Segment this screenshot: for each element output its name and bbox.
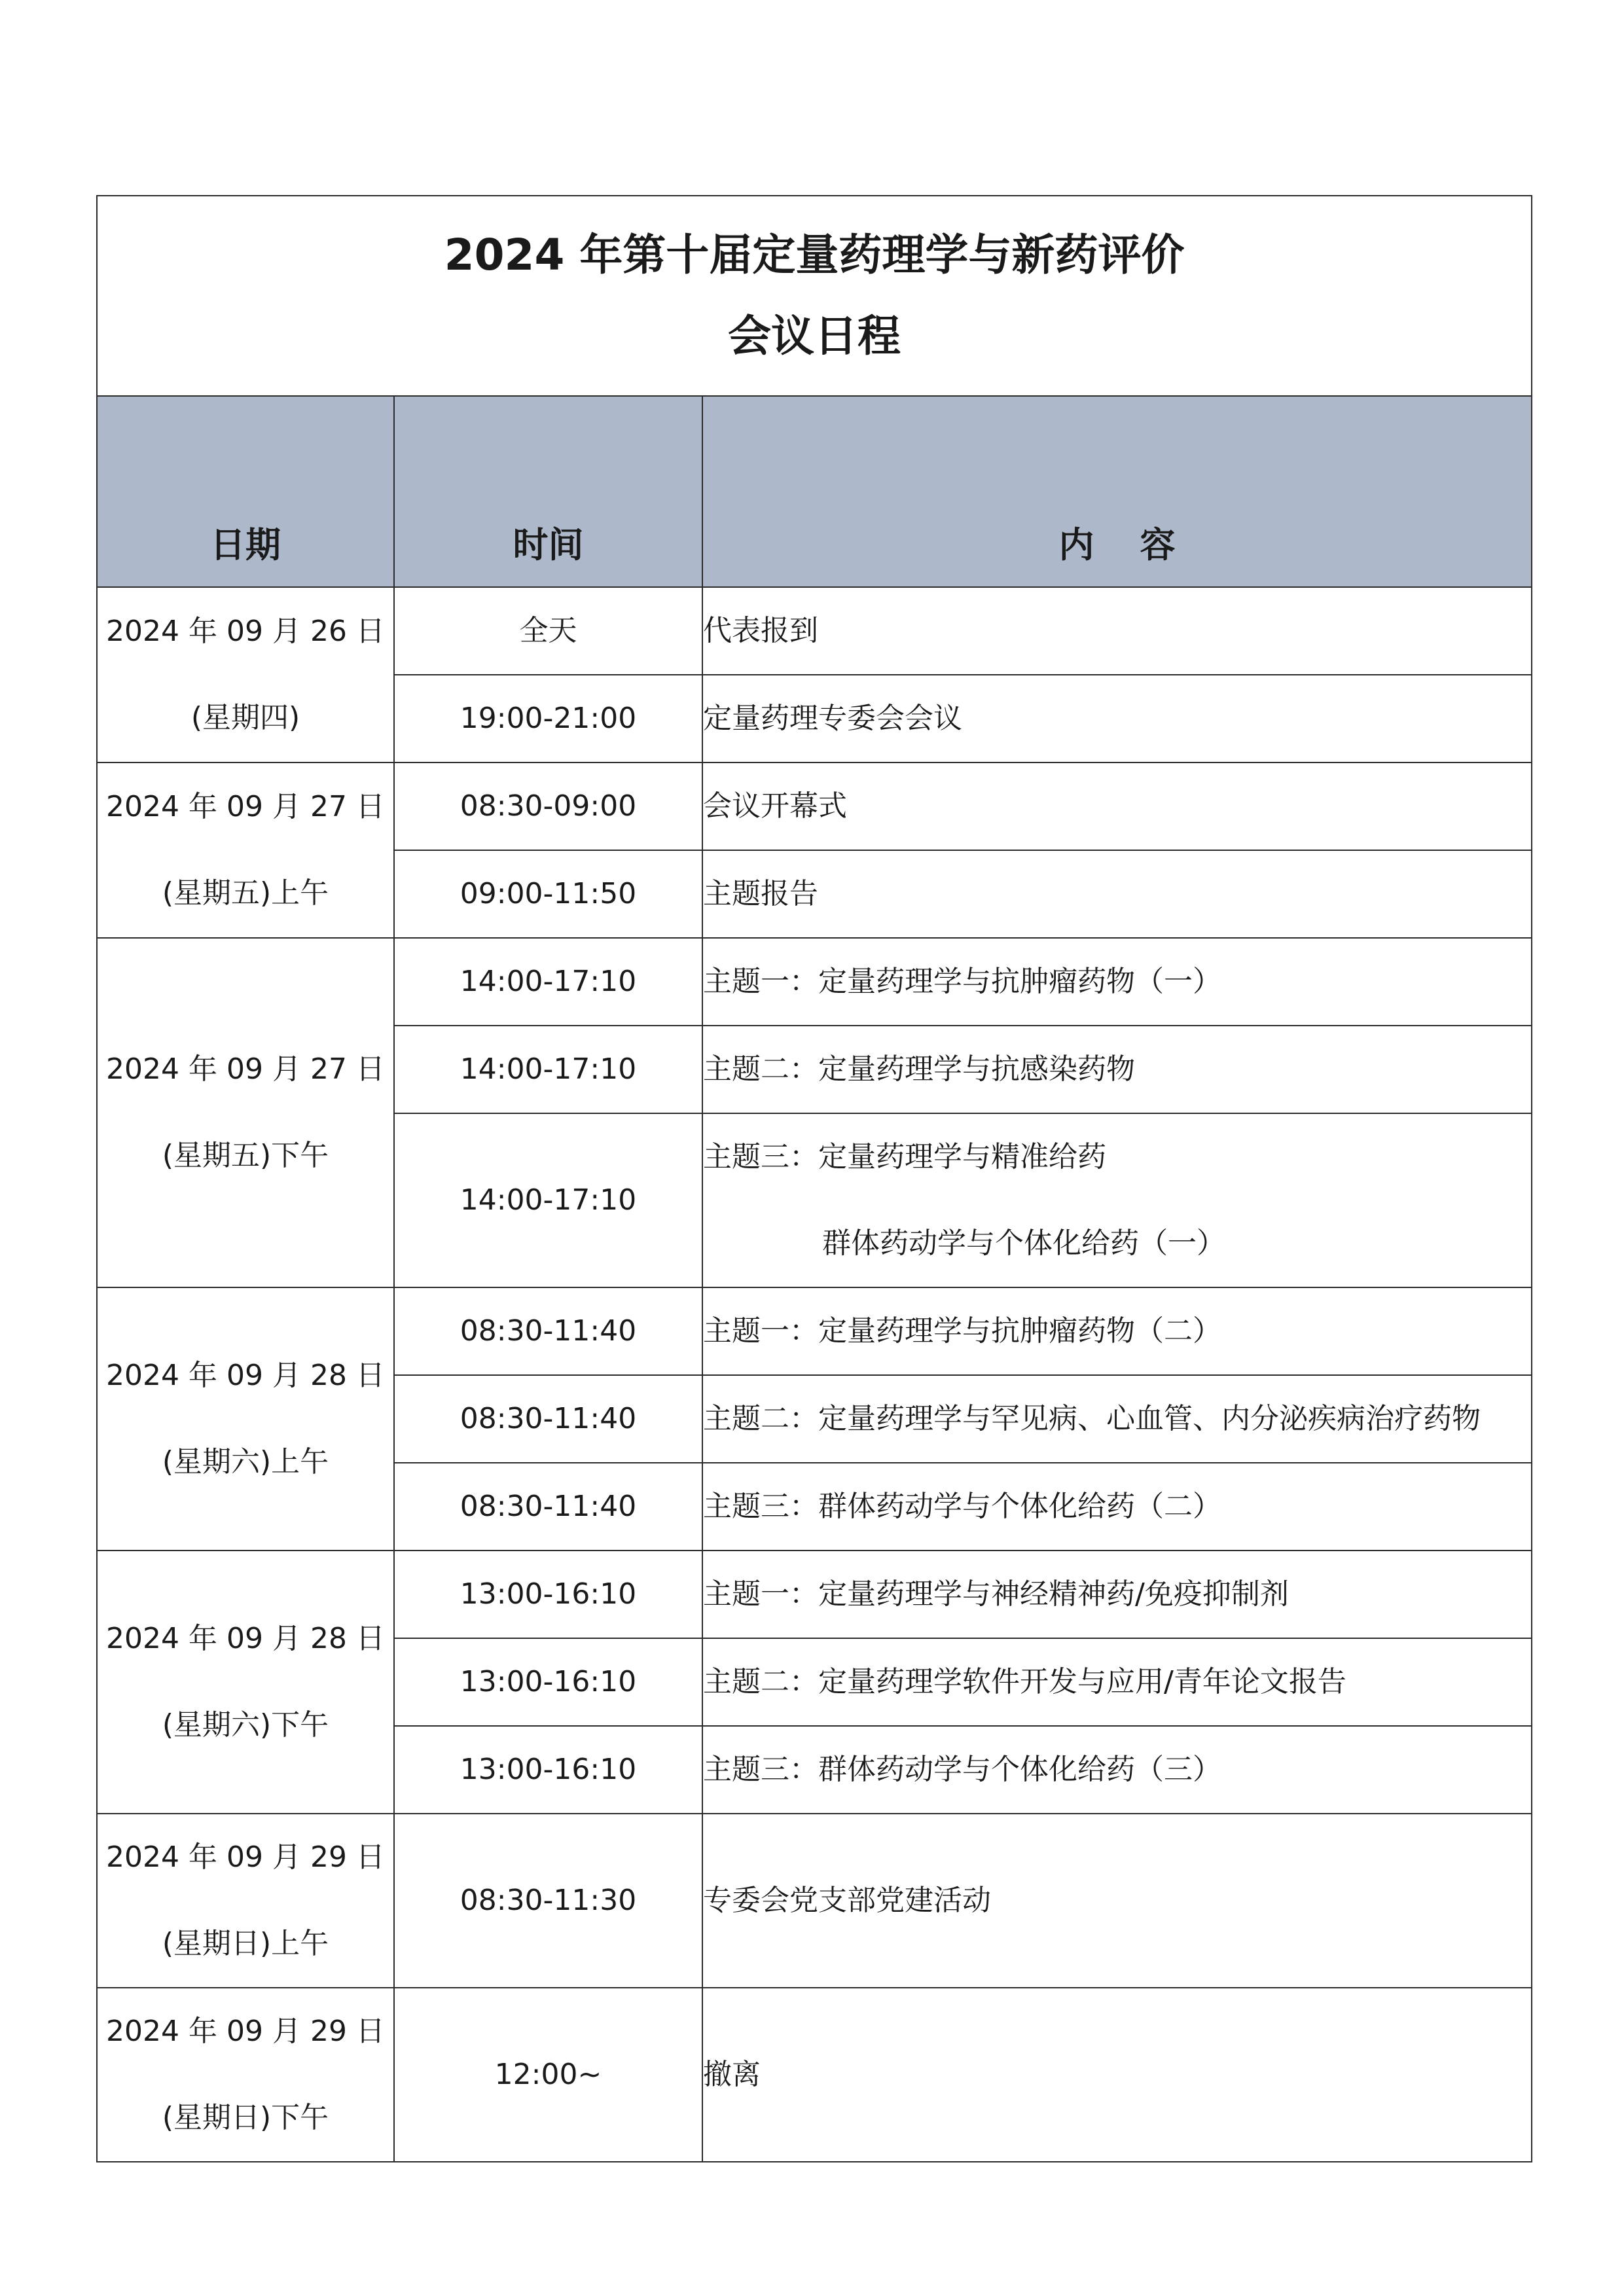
time-cell: 13:00-16:10 (394, 1551, 702, 1638)
content-cell (702, 1287, 1532, 1375)
time-cell: 13:00-16:10 (394, 1726, 702, 1814)
content-cell (702, 1551, 1532, 1638)
content-cell (702, 1726, 1532, 1814)
content-text: 主题三：群体药动学与个体化给药（二） (703, 1490, 1221, 1523)
content-text: 主题三：群体药动学与个体化给药（三） (703, 1753, 1221, 1786)
date-cell (97, 1287, 394, 1551)
header-row (97, 396, 1532, 587)
content-cell (702, 587, 1532, 675)
weekday-text: (星期五)上午 (162, 876, 329, 910)
date-text: 2024 年 09 月 27 日 (106, 1052, 385, 1086)
weekday-text: (星期五)下午 (162, 1139, 329, 1172)
title-row (97, 196, 1532, 396)
document-subtitle: 会议日程 (728, 311, 901, 361)
content-text: 主题一：定量药理学与神经精神药/免疫抑制剂 (703, 1577, 1289, 1611)
date-cell (97, 938, 394, 1287)
time-cell: 08:30-11:40 (394, 1375, 702, 1463)
content-text: 代表报到 (703, 614, 818, 647)
time-cell: 14:00-17:10 (394, 938, 702, 1026)
date-text: 2024 年 09 月 27 日 (106, 790, 385, 823)
time-cell: 13:00-16:10 (394, 1638, 702, 1726)
date-text: 2024 年 09 月 28 日 (106, 1622, 385, 1655)
content-cell (702, 1814, 1532, 1988)
header-content-part1: 内 (1058, 524, 1094, 565)
content-cell (702, 675, 1532, 762)
content-cell (702, 762, 1532, 850)
header-content (702, 396, 1532, 587)
date-cell (97, 1988, 394, 2162)
content-cell (702, 1988, 1532, 2162)
weekday-text: (星期六)上午 (162, 1445, 329, 1479)
content-cell (702, 1375, 1532, 1463)
time-cell: 19:00-21:00 (394, 675, 702, 762)
content-text: 专委会党支部党建活动 (703, 1884, 991, 1917)
time-cell: 08:30-11:30 (394, 1814, 702, 1988)
weekday-text: (星期六)下午 (162, 1708, 329, 1742)
content-cell (702, 1463, 1532, 1551)
content-cell (702, 938, 1532, 1026)
content-text: 主题报告 (703, 877, 818, 910)
schedule-row (97, 1814, 1532, 1988)
date-text: 2024 年 09 月 28 日 (106, 1359, 385, 1392)
schedule-row (97, 762, 1532, 850)
content-text: 群体药动学与个体化给药（一） (822, 1227, 1225, 1260)
content-cell (702, 1113, 1532, 1287)
weekday-text: (星期日)上午 (162, 1927, 329, 1960)
schedule-row (97, 1551, 1532, 1638)
document-title: 2024 年第十届定量药理学与新药评价 (444, 230, 1185, 280)
header-content-part2: 容 (1140, 524, 1176, 565)
content-cell (702, 850, 1532, 938)
weekday-text: (星期四) (190, 701, 300, 734)
time-cell: 08:30-09:00 (394, 762, 702, 850)
content-text: 主题二：定量药理学与抗感染药物 (703, 1052, 1135, 1086)
title-cell (97, 196, 1532, 396)
schedule-row (97, 938, 1532, 1026)
content-text: 撤离 (703, 2058, 761, 2091)
date-text: 2024 年 09 月 26 日 (106, 615, 385, 648)
time-cell: 08:30-11:40 (394, 1463, 702, 1551)
schedule-row (97, 1287, 1532, 1375)
time-cell: 09:00-11:50 (394, 850, 702, 938)
time-cell: 12:00~ (394, 1988, 702, 2162)
content-text: 定量药理专委会会议 (703, 702, 962, 735)
time-cell: 14:00-17:10 (394, 1113, 702, 1287)
content-text: 主题三：定量药理学与精准给药 (703, 1140, 1106, 1174)
date-text: 2024 年 09 月 29 日 (106, 2015, 385, 2048)
content-text: 主题一：定量药理学与抗肿瘤药物（一） (703, 965, 1221, 998)
schedule-row (97, 587, 1532, 675)
header-date: 日期 (97, 396, 394, 587)
schedule-body (97, 196, 1532, 2162)
content-text: 主题二：定量药理学与罕见病、心血管、内分泌疾病治疗药物 (703, 1402, 1481, 1435)
time-cell: 全天 (394, 587, 702, 675)
weekday-text: (星期日)下午 (162, 2101, 329, 2134)
header-time: 时间 (394, 396, 702, 587)
content-cell (702, 1026, 1532, 1113)
date-text: 2024 年 09 月 29 日 (106, 1840, 385, 1874)
date-cell (97, 587, 394, 762)
content-text: 主题一：定量药理学与抗肿瘤药物（二） (703, 1314, 1221, 1348)
date-cell (97, 762, 394, 938)
date-cell (97, 1551, 394, 1814)
content-text: 主题二：定量药理学软件开发与应用/青年论文报告 (703, 1665, 1346, 1698)
content-text: 会议开幕式 (703, 789, 847, 823)
time-cell: 08:30-11:40 (394, 1287, 702, 1375)
date-cell (97, 1814, 394, 1988)
schedule-table (96, 195, 1532, 2162)
time-cell: 14:00-17:10 (394, 1026, 702, 1113)
content-cell (702, 1638, 1532, 1726)
schedule-row (97, 1988, 1532, 2162)
